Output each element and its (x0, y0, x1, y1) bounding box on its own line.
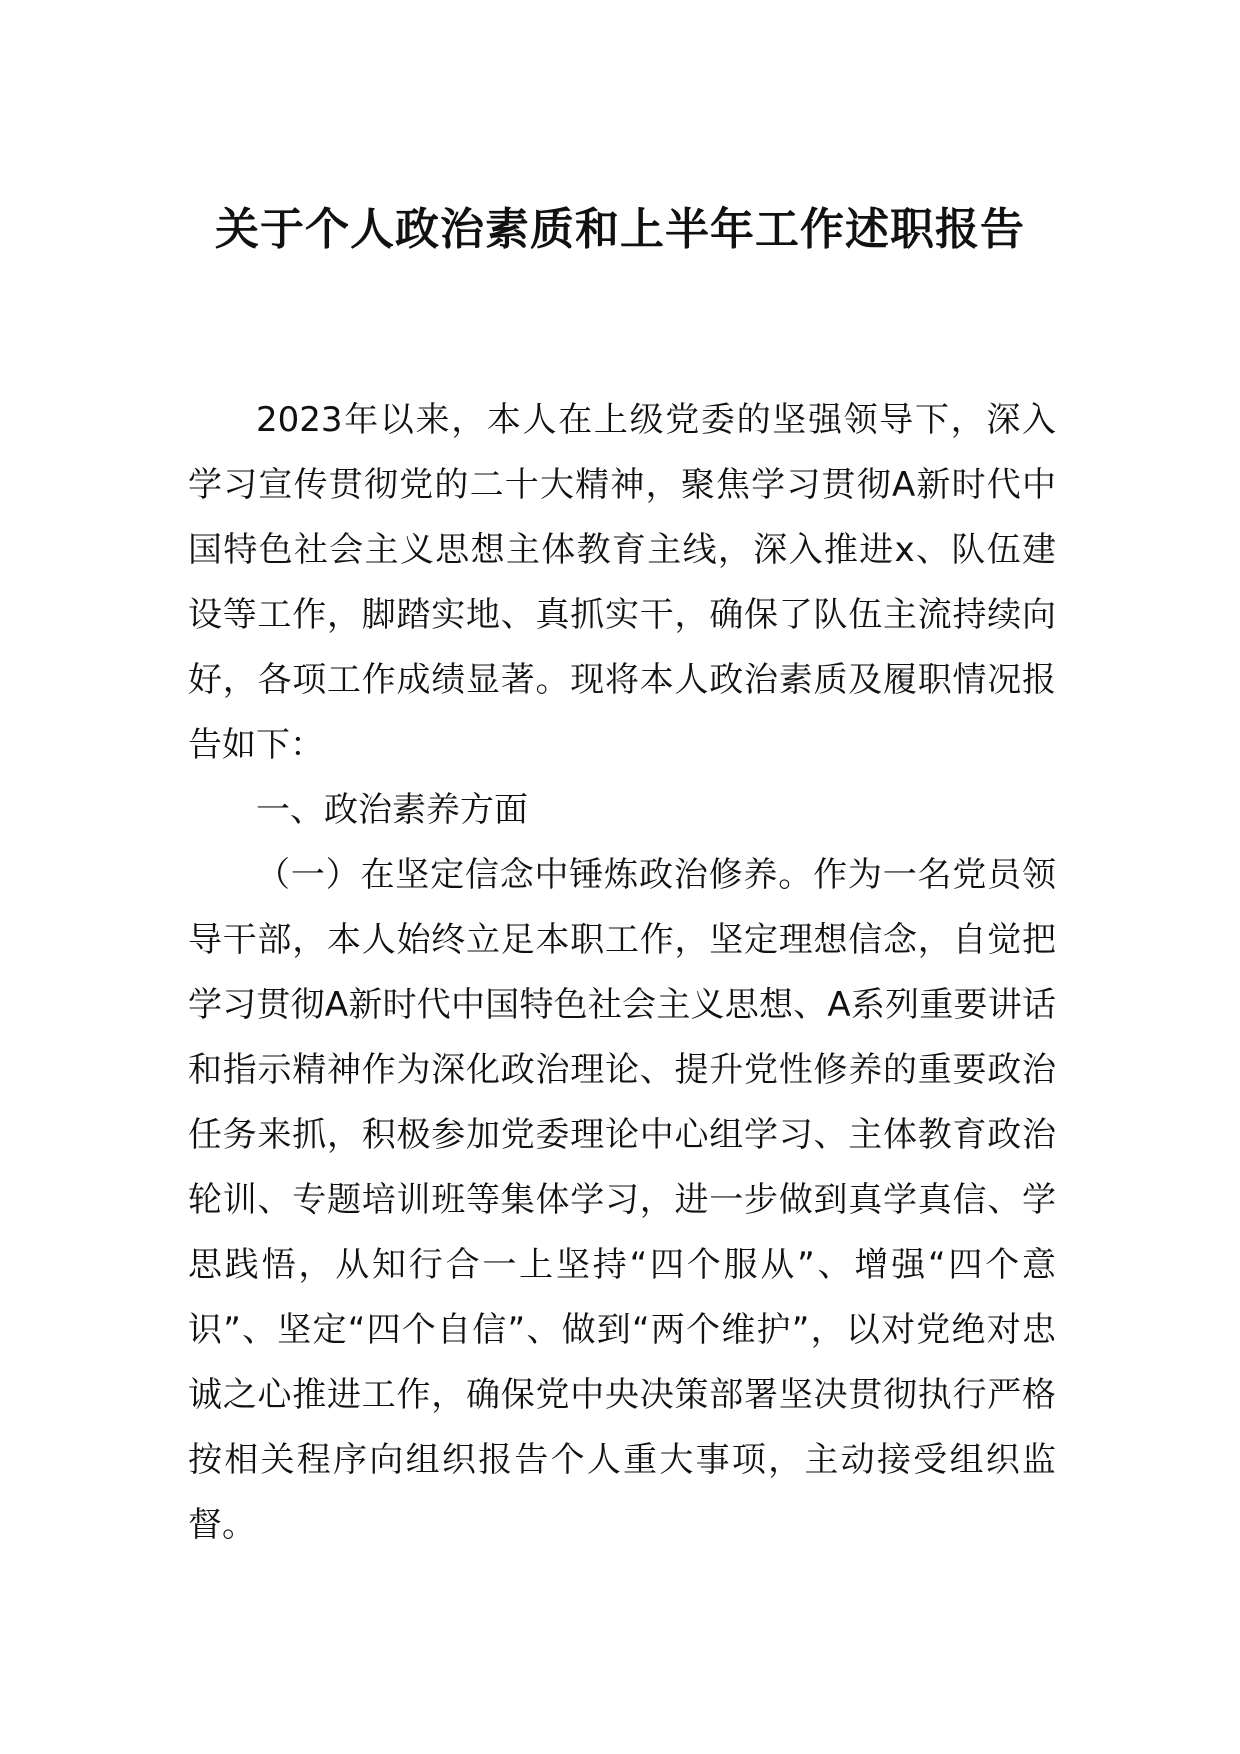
paragraph-firm-belief: （一）在坚定信念中锤炼政治修养。作为一名党员领导干部，本人始终立足本职工作，坚定理想信念，自觉把学习贯彻A新时代中国特色社会主义思想、A系列重要讲话和指示精神作为深化政治理论、提升党性修养的重要政治任务来抓，积极参加党委理论中心组学习、主体教育政治轮训、专题培训班等集体学习，进一步做到真学真信、学思践悟，从知行合一上坚持“四个服从”、增强“四个意识”、坚定“四个自信”、做到“两个维护”，以对党绝对忠诚之心推进工作，确保党中央决策部署坚决贯彻执行严格按相关程序向组织报告个人重大事项，主动接受组织监督。 (188, 855, 1056, 1545)
document-title: 关于个人政治素质和上半年工作述职报告 (215, 204, 1025, 255)
paragraph-intro: 2023年以来，本人在上级党委的坚强领导下，深入学习宣传贯彻党的二十大精神，聚焦学习贯彻A新时代中国特色社会主义思想主体教育主线，深入推进x、队伍建设等工作，脚踏实地、真抓实干，确保了队伍主流持续向好，各项工作成绩显著。现将本人政治素质及履职情况报告如下： (188, 400, 1056, 765)
section-heading-political-quality: 一、政治素养方面 (256, 790, 528, 830)
document-body (188, 388, 1056, 1558)
